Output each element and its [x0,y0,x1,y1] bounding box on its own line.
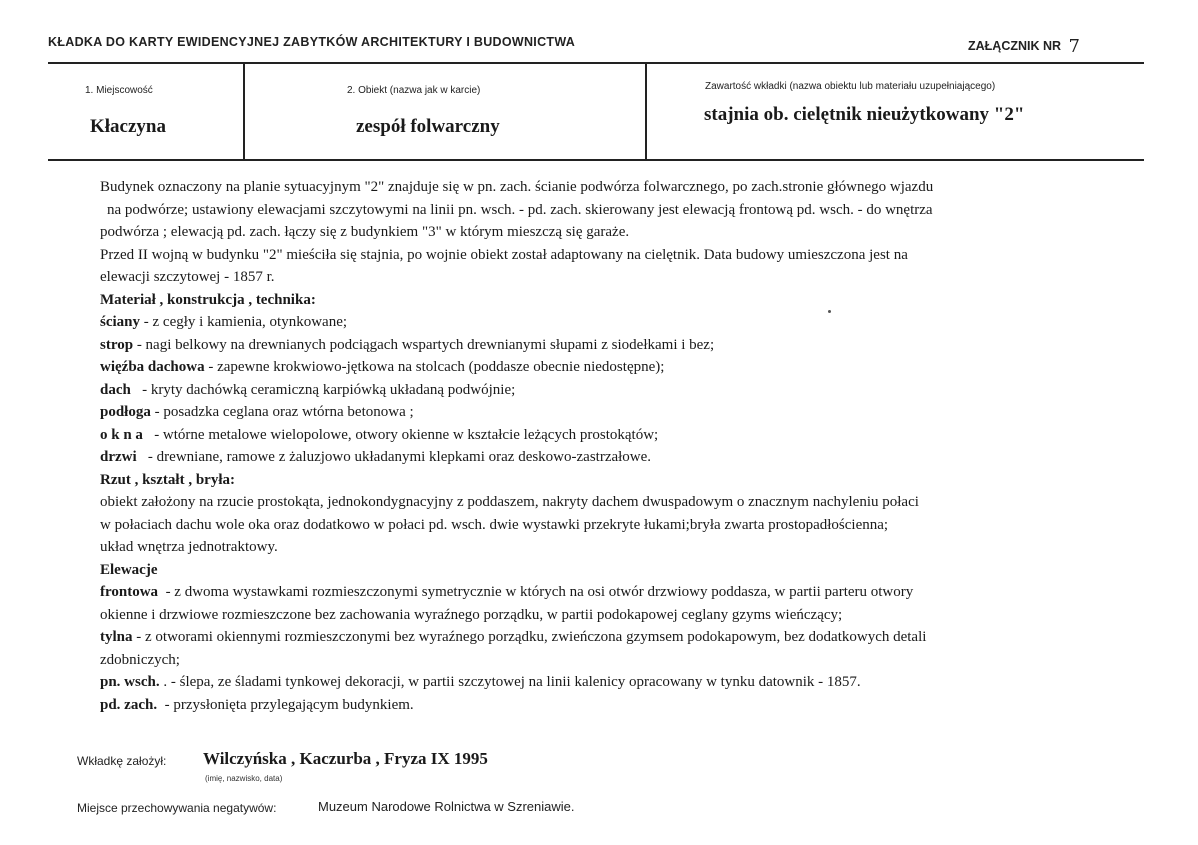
front-entry [100,581,1090,604]
ne-text: . - ślepa, ze śladami tynkowej dekoracji, w partii szczytowej na linii kalenicy opracowany w tynku datownik - 1857. [159,674,861,690]
contents-label: Zawartość wkładki (nazwa obiektu lub materiału uzupełniającego) [705,81,996,92]
floor-label: podłoga [100,404,151,420]
floor-text: - posadzka ceglana oraz wtórna betonowa ; [150,404,414,420]
ne-label: pn. wsch. [100,674,160,690]
windows-entry [100,424,1090,447]
truss-text: - zapewne krokwiowo-jętkowa na stolcach (poddasze obecnie niedostępne); [204,359,665,375]
ceiling-entry [100,334,1090,357]
rear-entry [100,626,1090,649]
negatives-label: Miejsce przechowywania negatywów: [77,801,277,815]
attachment-number-value: 7 [1068,36,1080,57]
windows-label: o k n a [100,426,143,443]
floor-entry [100,401,1090,424]
ceiling-label: strop [100,336,134,353]
sw-label: pd. zach. [100,696,158,713]
sw-text: - przysłonięta przylegającym budynkiem. [157,696,414,713]
roof-text: - kryty dachówką ceramiczną karpiówką układaną podwójnie; [130,381,516,398]
table-top-border [48,62,1144,64]
table-bottom-border [48,159,1144,161]
truss-entry [100,356,1090,379]
windows-text: - wtórne metalowe wielopolowe, otwory okienne w kształcie leżących prostokątów; [142,426,659,443]
museum-name: Muzeum Narodowe Rolnictwa w Szreniawie. [318,799,575,814]
rear-entry-cont: zdobniczych; [100,651,180,668]
rear-text: - z otworami okiennymi rozmieszczonymi bez wyraźnego porządku, zwieńczona gzymsem podokapowym, bez dodatkowych detali [132,629,927,645]
front-text: - z dwoma wystawkami rozmieszczonymi symetrycznie w których na osi otwór drzwiowy poddasza, w partii parteru otwory [158,584,914,600]
intro-line: na podwórze; ustawiony elewacjami szczytowymi na linii pn. wsch. - pd. zach. skierowany jest elewacją frontową pd. wsch. - do wnętrza [107,201,933,218]
walls-entry [100,311,1090,334]
intro-line: Budynek oznaczony na planie sytuacyjnym "2" znajduje się w pn. zach. ścianie podwórza folwarcznego, po zach.stronie głównego wjazdu [100,179,934,195]
elevations-heading: Elewacje [100,561,158,578]
contents-value: stajnia ob. cielętnik nieużytkowany "2" [704,104,1025,125]
plan-line: układ wnętrza jednotraktowy. [100,539,278,555]
plan-line: obiekt założony na rzucie prostokąta, jednokondygnacyjny z poddaszem, nakryty dachem dwuspadowym o znacznym nachyleniu połaci [100,494,919,510]
doors-entry [100,446,1090,469]
authors: Wilczyńska , Kaczurba , Fryza IX 1995 [203,749,488,768]
table-divider-2 [645,62,647,160]
locality-label: 1. Miejscowość [85,85,153,96]
roof-entry [100,379,1090,402]
front-label: frontowa [100,584,159,600]
front-entry-cont: okienne i drzwiowe rozmieszczone bez zachowania wyraźnego porządku, w partii podokapowej ceglany gzyms wieńczący; [100,606,843,623]
made-by-label: Wkładkę założył: [77,754,167,768]
ceiling-text: - nagi belkowy na drewnianych podciągach wspartych drewnianymi słupami z siodełkami i bez; [133,336,715,353]
locality-value: Kłaczyna [90,116,166,137]
ne-entry [100,671,1090,694]
doors-label: drzwi [100,449,137,465]
rear-label: tylna [100,629,133,645]
authors-hint: (imię, nazwisko, data) [205,774,283,783]
table-divider-1 [243,62,245,160]
description-body [100,176,1090,716]
roof-label: dach [100,381,131,398]
sw-entry [100,694,1090,717]
object-label: 2. Obiekt (nazwa jak w karcie) [347,85,481,96]
doors-text: - drewniane, ramowe z żaluzjowo układanymi klepkami oraz deskowo-zastrzałowe. [136,449,652,465]
plan-line: w połaciach dachu wole oka oraz dodatkowo w połaci pd. wsch. dwie wystawki przekryte łukami;bryła zwarta prostopadłościenna; [100,516,889,533]
walls-text: - z cegły i kamienia, otynkowane; [140,314,348,330]
truss-label: więźba dachowa [100,359,205,375]
walls-label: ściany [100,314,141,330]
intro-line: podwórza ; elewacją pd. zach. łączy się z budynkiem "3" w którym mieszczą się garaże. [100,224,630,240]
plan-heading: Rzut , kształt , bryła: [100,471,235,488]
material-heading: Materiał , konstrukcja , technika: [100,291,316,308]
object-value: zespół folwarczny [356,116,500,137]
intro-line: elewacji szczytowej - 1857 r. [100,269,275,285]
document-title: KŁADKA DO KARTY EWIDENCYJNEJ ZABYTKÓW ARCHITEKTURY I BUDOWNICTWA [48,35,576,49]
attachment-number [968,34,1080,55]
attachment-label: ZAŁĄCZNIK NR [968,39,1062,53]
intro-line: Przed II wojną w budynku "2" mieściła się stajnia, po wojnie obiekt został adaptowany na cielętnik. Data budowy umieszczona jest na [100,246,908,263]
